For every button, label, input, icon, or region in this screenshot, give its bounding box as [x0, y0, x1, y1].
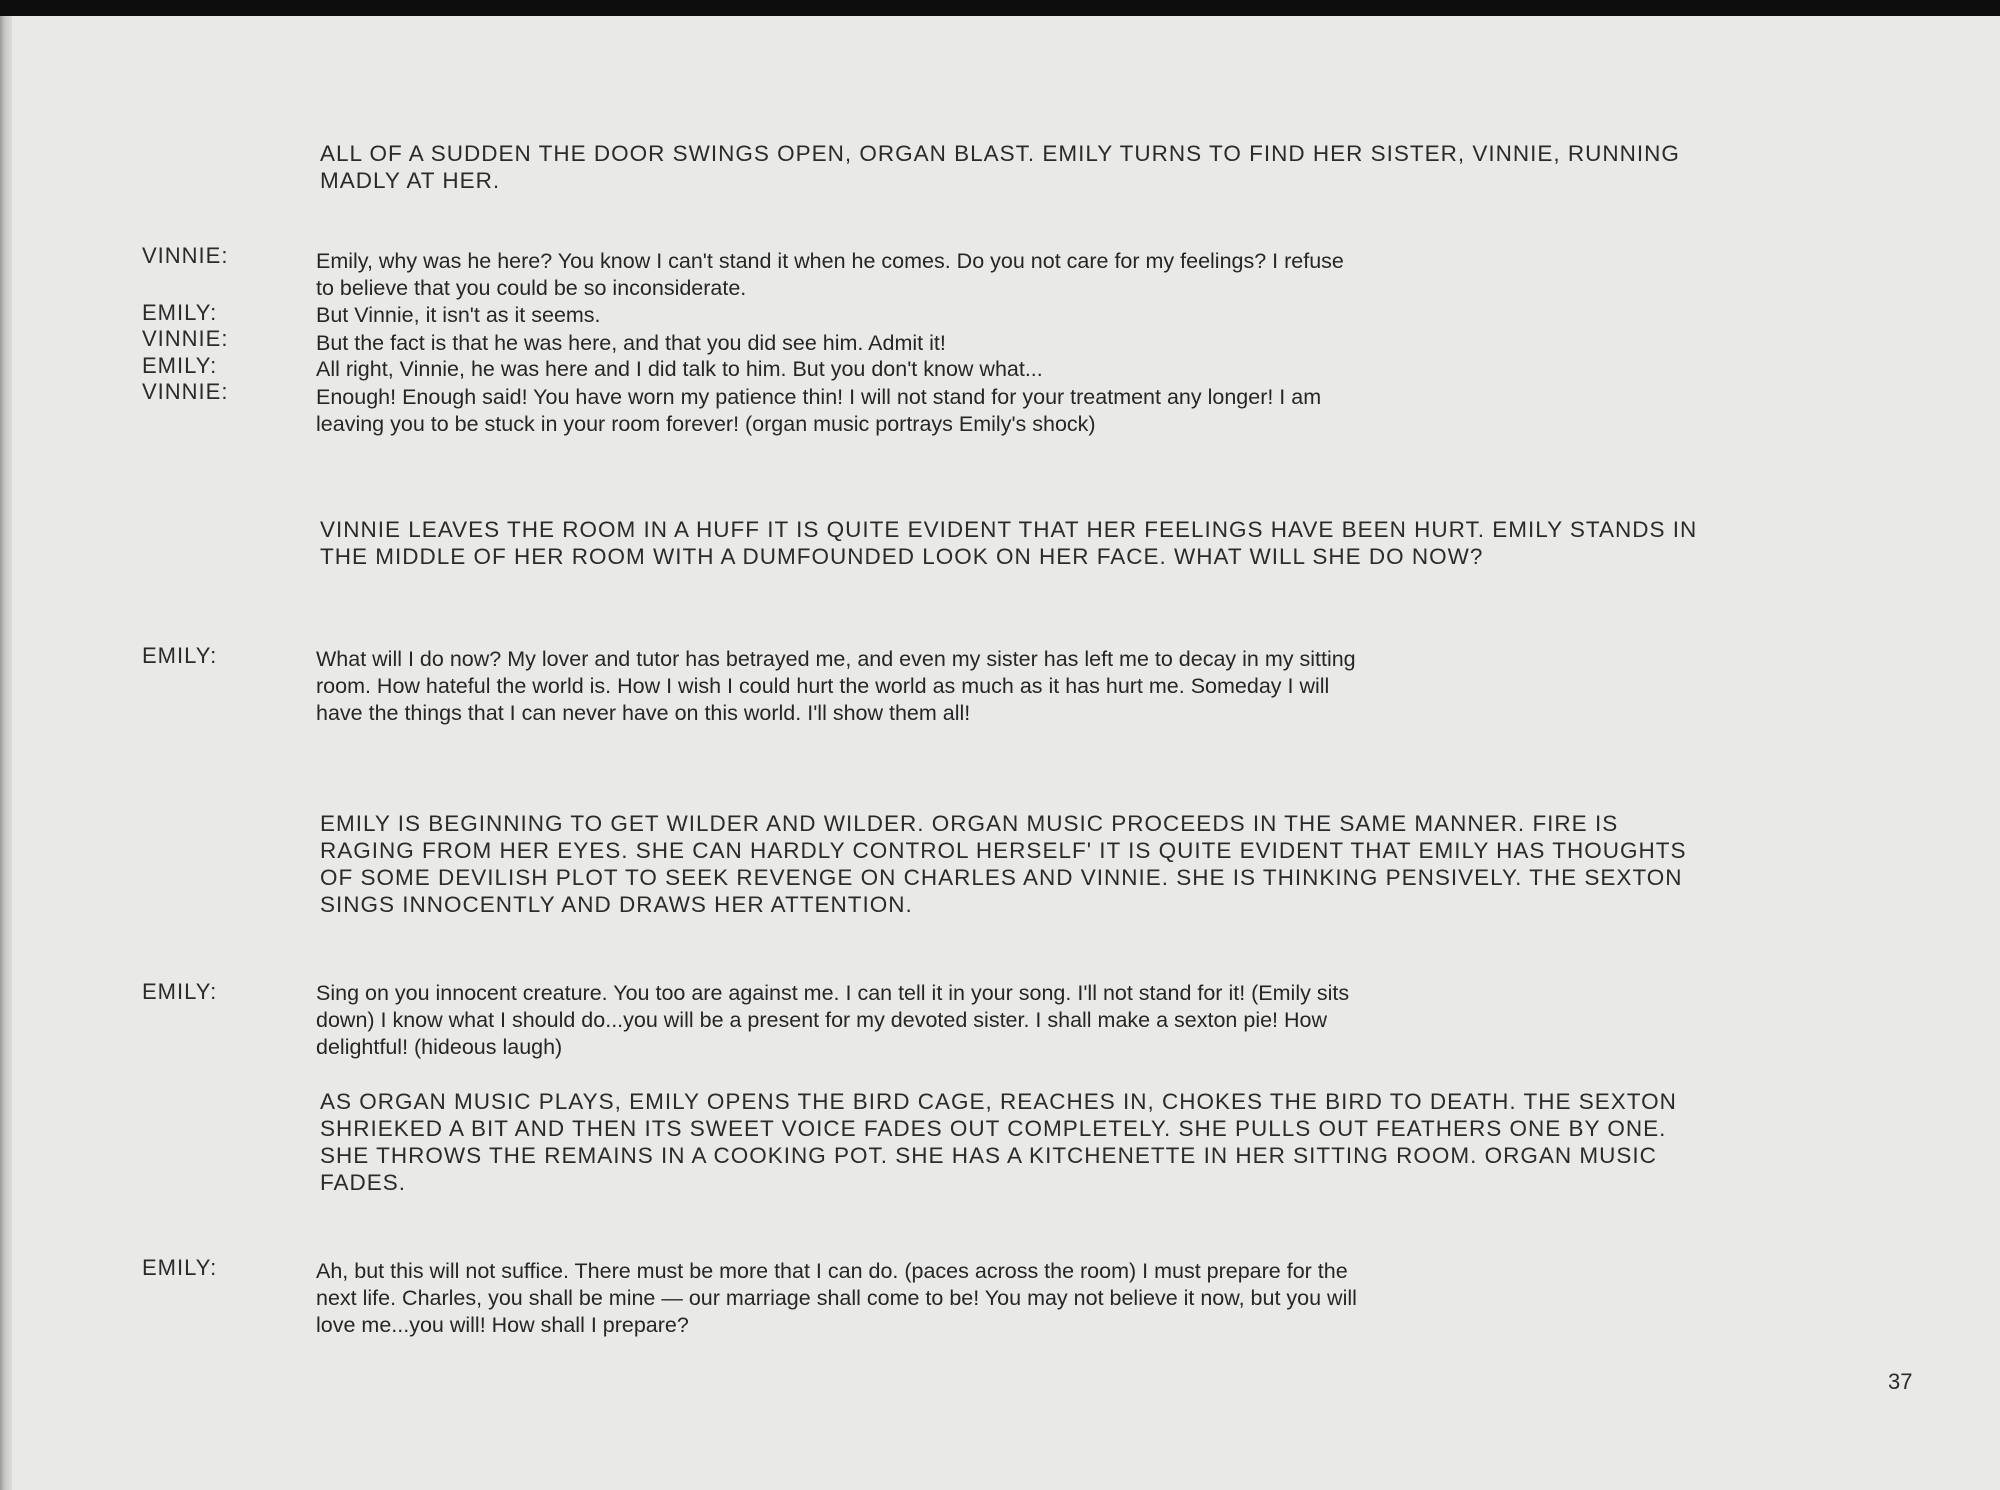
speaker-label: EMILY: — [142, 643, 218, 668]
dialogue-line: Enough! Enough said! You have worn my patience thin! I will not stand for your treatment any longer! I am leaving you to be stuck in your room forever! (organ music portrays Emily's shock) — [316, 385, 1322, 436]
dialogue-line: Ah, but this will not suffice. There must be more that I can do. (paces across the room) I must prepare for the next life. Charles, you shall be mine — our marriage shall come to be! You may not believe it now, but you will love me...you will! How shall I prepare? — [316, 1259, 1357, 1337]
dialogue-line: Sing on you innocent creature. You too are against me. I can tell it in your song. I'll not stand for it! (Emily sits down) I know what I should do...you will be a present for my devoted sister. I shall make a sexton pie! How delightful! (hideous laugh) — [316, 981, 1350, 1059]
speaker-label: EMILY: — [142, 1255, 218, 1280]
dialogue-line: Emily, why was he here? You know I can't stand it when he comes. Do you not care for my feelings? I refuse to believe that you could be so inconsiderate. — [316, 249, 1344, 300]
stage-direction: AS ORGAN MUSIC PLAYS, EMILY OPENS THE BIRD CAGE, REACHES IN, CHOKES THE BIRD TO DEATH. THE SEXTON SHRIEKED A BIT AND THEN ITS SWEET VOICE FADES OUT COMPLETELY. SHE PULLS OUT FEATHERS ONE BY ONE. SHE THROWS THE REMAINS IN A COOKING POT. SHE HAS A KITCHENETTE IN HER SITTING ROOM. ORGAN MUSIC FADES. — [320, 1089, 1677, 1195]
speaker-label: VINNIE: — [142, 326, 229, 351]
dialogue-line: What will I do now? My lover and tutor has betrayed me, and even my sister has left me to decay in my sitting room. How hateful the world is. How I wish I could hurt the world as much as it has hurt me. Someday I will have the things that I can never have on this world. I'll show them all! — [316, 647, 1356, 725]
dialogue-line: But Vinnie, it isn't as it seems. — [316, 303, 601, 327]
stage-direction: EMILY IS BEGINNING TO GET WILDER AND WILDER. ORGAN MUSIC PROCEEDS IN THE SAME MANNER. FIRE IS RAGING FROM HER EYES. SHE CAN HARDLY CONTROL HERSELF' IT IS QUITE EVIDENT THAT EMILY HAS THOUGHTS OF SOME DEVILISH PLOT TO SEEK REVENGE ON CHARLES AND VINNIE. SHE IS THINKING PENSIVELY. THE SEXTON SINGS INNOCENTLY AND DRAWS HER ATTENTION. — [320, 811, 1687, 917]
speaker-label: VINNIE: — [142, 243, 229, 268]
speaker-label: EMILY: — [142, 353, 218, 378]
dialogue-line: But the fact is that he was here, and that you did see him. Admit it! — [316, 331, 946, 355]
scan-top-border — [0, 0, 2000, 16]
speaker-label: VINNIE: — [142, 379, 229, 404]
stage-direction: ALL OF A SUDDEN THE DOOR SWINGS OPEN, ORGAN BLAST. EMILY TURNS TO FIND HER SISTER, VINNIE, RUNNING MADLY AT HER. — [320, 141, 1680, 193]
page-gutter — [0, 16, 12, 1490]
script-page — [12, 16, 2000, 1490]
stage-direction: VINNIE LEAVES THE ROOM IN A HUFF IT IS QUITE EVIDENT THAT HER FEELINGS HAVE BEEN HURT. EMILY STANDS IN THE MIDDLE OF HER ROOM WITH A DUMFOUNDED LOOK ON HER FACE. WHAT WILL SHE DO NOW? — [320, 517, 1698, 569]
speaker-label: EMILY: — [142, 979, 218, 1004]
speaker-label: EMILY: — [142, 300, 218, 325]
dialogue-line: All right, Vinnie, he was here and I did talk to him. But you don't know what... — [316, 357, 1043, 381]
page-number: 37 — [1888, 1369, 1913, 1394]
